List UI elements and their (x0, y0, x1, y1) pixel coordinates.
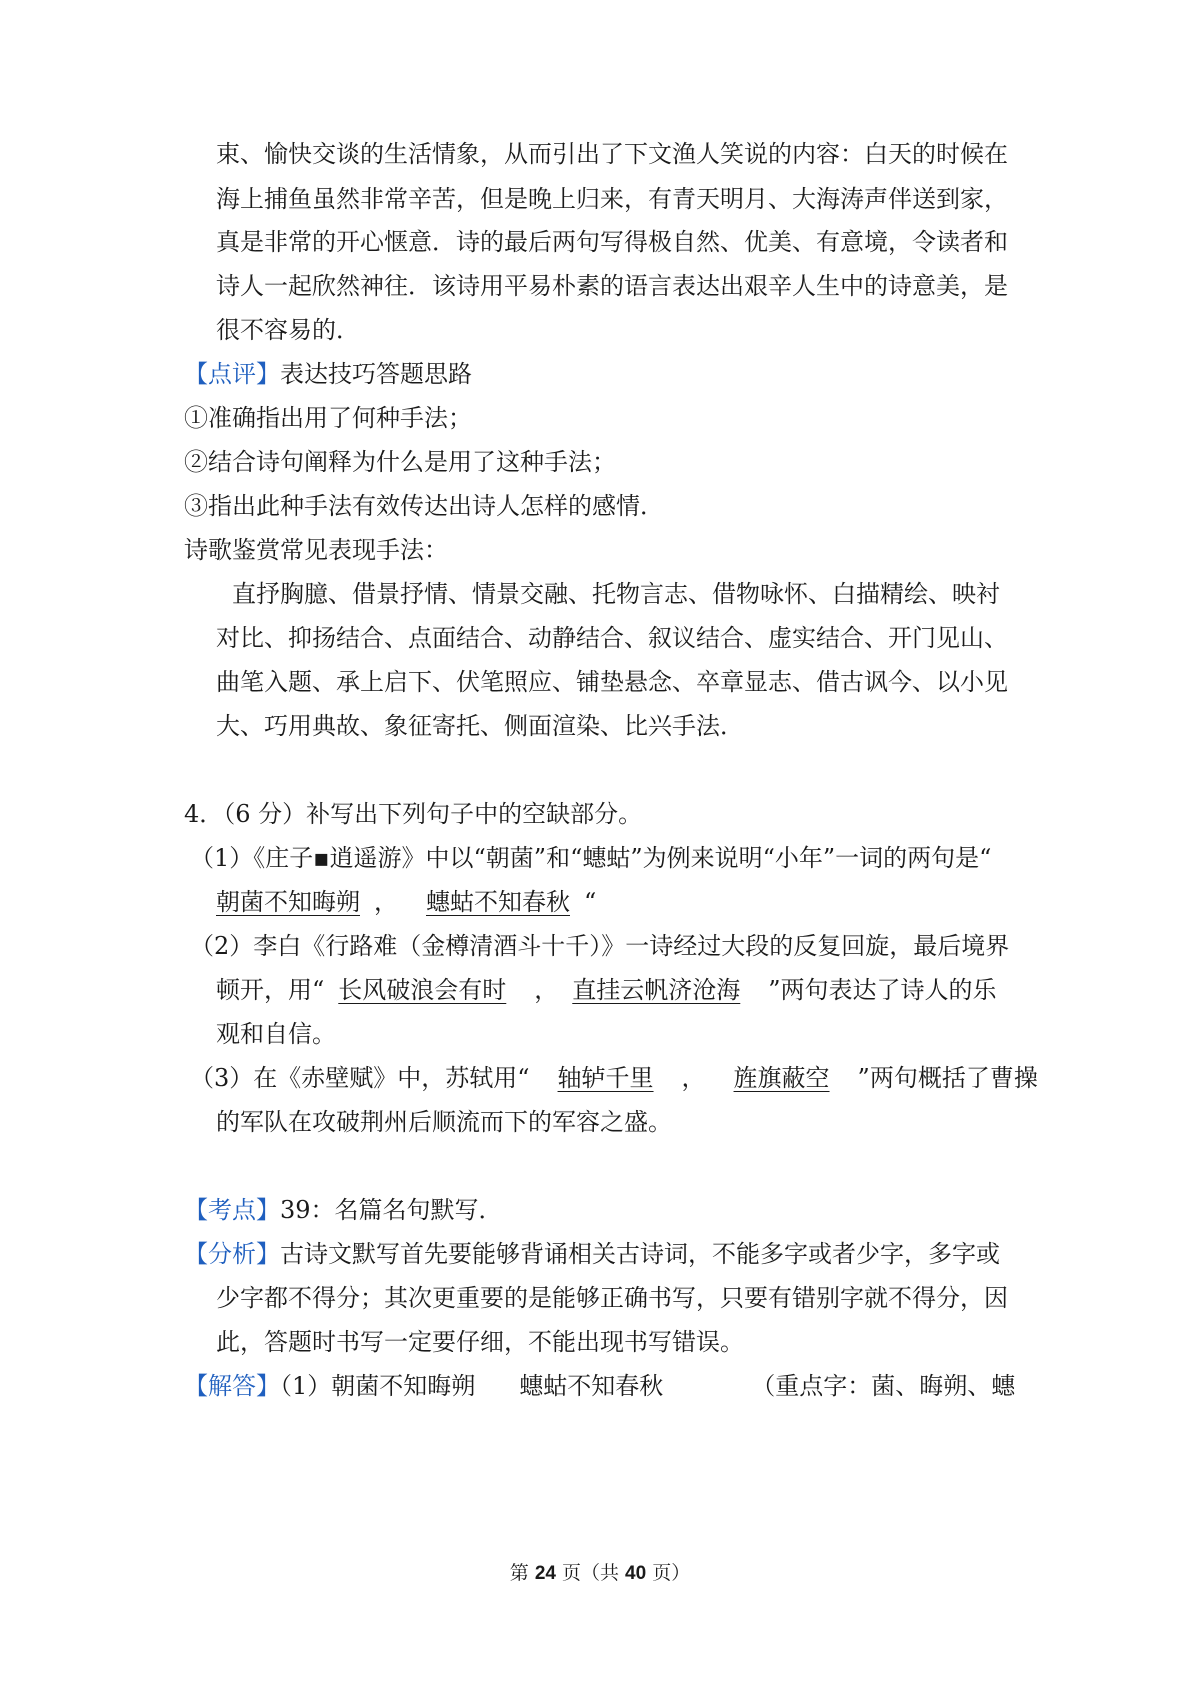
footer-page-number: 24 (534, 1563, 556, 1584)
q1-end-quote: “ (584, 888, 597, 916)
footer-prefix: 第 (509, 1562, 535, 1584)
q2-prefix: 顿开，用“ (216, 976, 325, 1004)
q2-answer-2: 直挂云帆济沧海 (572, 976, 741, 1004)
intro-line-4: 诗人一起欣然神往．该诗用平易朴素的语言表达出艰辛人生中的诗意美，是 (216, 272, 1008, 300)
comment-step-3: ③指出此种手法有效传达出诗人怎样的感情． (184, 492, 664, 520)
footer-total-pages: 40 (625, 1563, 647, 1584)
technique-line-1: 直抒胸臆、借景抒情、情景交融、托物言志、借物咏怀、白描精绘、映衬 (232, 580, 1000, 608)
q1-answer-2: 蟪蛄不知春秋 (426, 888, 570, 916)
technique-line-3: 曲笔入题、承上启下、伏笔照应、铺垫悬念、卒章显志、借古讽今、以小见 (216, 668, 1008, 696)
kaodian-tag: 【考点】 (184, 1196, 280, 1224)
intro-line-5: 很不容易的． (216, 316, 360, 344)
q1-line-1: （1）《庄子▪逍遥游》中以“朝菌”和“蟪蛄”为例来说明“小年”一词的两句是“ (190, 844, 992, 872)
fenxi-line-2: 少字都不得分；其次更重要的是能够正确书写，只要有错别字就不得分，因 (216, 1284, 1008, 1312)
comment-heading (184, 357, 472, 391)
comment-step-1: ①准确指出用了何种手法； (184, 404, 472, 432)
fenxi-text-1: 古诗文默写首先要能够背诵相关古诗词，不能多字或者少字，多字或 (280, 1240, 1000, 1268)
q2-line-3: 观和自信。 (216, 1020, 336, 1048)
q2-line-1: （2）李白《行路难（金樽清酒斗十千）》一诗经过大段的反复回旋，最后境界 (190, 932, 1010, 960)
q2-line-2 (216, 973, 997, 1007)
footer-middle: 页（共 (555, 1562, 626, 1584)
q3-line-2: 的军队在攻破荆州后顺流而下的军容之盛。 (216, 1108, 672, 1136)
jieda-part-2: 蟪蛄不知春秋 (519, 1372, 664, 1400)
q3-answer-1: 轴轳千里 (557, 1064, 654, 1092)
technique-line-4: 大、巧用典故、象征寄托、侧面渲染、比兴手法． (216, 712, 744, 740)
q1-separator: ， (374, 888, 398, 916)
jieda-tag: 【解答】 (184, 1372, 280, 1400)
page-footer (0, 1561, 1200, 1586)
comment-tag: 【点评】 (184, 360, 280, 388)
question-header: 4．（6 分）补写出下列句子中的空缺部分。 (184, 800, 643, 828)
q3-prefix: （3）在《赤壁赋》中，苏轼用“ (190, 1064, 530, 1092)
fenxi-line-1 (184, 1237, 1000, 1271)
kaodian-text: 39：名篇名句默写． (280, 1196, 503, 1224)
comment-title: 表达技巧答题思路 (280, 360, 472, 388)
comment-step-2: ②结合诗句阐释为什么是用了这种手法； (184, 448, 616, 476)
q2-separator: ， (534, 976, 559, 1004)
jieda-part-1: （1）朝菌不知晦朔 (280, 1372, 476, 1400)
q1-line-2 (216, 885, 596, 919)
q2-answer-1: 长风破浪会有时 (338, 976, 507, 1004)
footer-suffix: 页） (646, 1562, 691, 1584)
intro-line-3: 真是非常的开心惬意．诗的最后两句写得极自然、优美、有意境，令读者和 (216, 228, 1008, 256)
q2-suffix: ”两句表达了诗人的乐 (768, 976, 997, 1004)
intro-line-2: 海上捕鱼虽然非常辛苦，但是晚上归来，有青天明月、大海涛声伴送到家， (216, 185, 1008, 213)
technique-line-2: 对比、抑扬结合、点面结合、动静结合、叙议结合、虚实结合、开门见山、 (216, 624, 1008, 652)
q3-separator: ， (681, 1064, 706, 1092)
q3-line-1 (190, 1061, 1038, 1095)
jieda-part-3: （重点字：菌、晦朔、蟪 (751, 1372, 1016, 1400)
fenxi-tag: 【分析】 (184, 1240, 280, 1268)
q3-answer-2: 旌旗蔽空 (733, 1064, 830, 1092)
kaodian-line (184, 1193, 503, 1227)
q1-answer-1: 朝菌不知晦朔 (216, 888, 360, 916)
jieda-line (184, 1369, 1015, 1403)
q3-suffix: ”两句概括了曹操 (857, 1064, 1038, 1092)
intro-line-1: 束、愉快交谈的生活情象，从而引出了下文渔人笑说的内容：白天的时候在 (216, 140, 1008, 168)
fenxi-line-3: 此，答题时书写一定要仔细，不能出现书写错误。 (216, 1328, 744, 1356)
technique-list-title: 诗歌鉴赏常见表现手法： (184, 536, 448, 564)
